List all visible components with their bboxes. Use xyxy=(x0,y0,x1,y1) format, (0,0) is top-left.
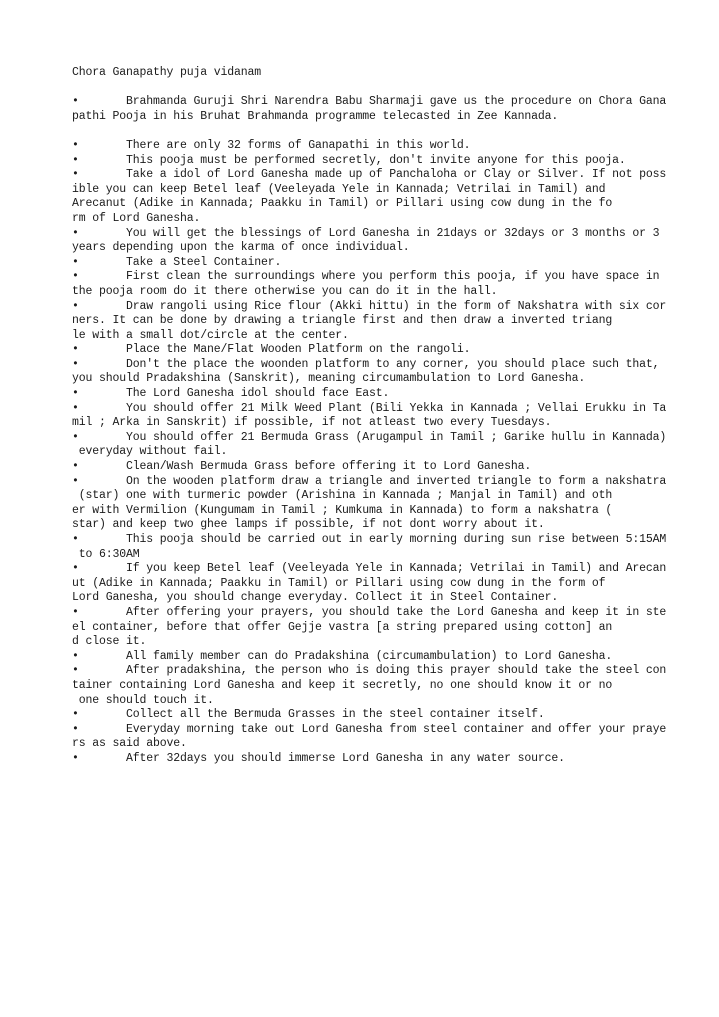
text-line: everyday without fail. xyxy=(72,445,228,459)
text-line: • All family member can do Pradakshina (circumambulation) to Lord Ganesha. xyxy=(72,649,613,663)
text-line: to 6:30AM xyxy=(72,547,140,561)
text-line: ible you can keep Betel leaf (Veeleyada Yele in Kannada; Vetrilai in Tamil) and xyxy=(72,182,606,196)
text-line: • If you keep Betel leaf (Veeleyada Yele in Kannada; Vetrilai in Tamil) and Arecan xyxy=(72,562,667,576)
text-line: ut (Adike in Kannada; Paakku in Tamil) or Pillari using cow dung in the form of xyxy=(72,576,606,590)
text-line: er with Vermilion (Kungumam in Tamil ; Kumkuma in Kannada) to form a nakshatra ( xyxy=(72,503,613,517)
text-line: • Draw rangoli using Rice flour (Akki hittu) in the form of Nakshatra with six cor xyxy=(72,299,667,313)
text-line: • After pradakshina, the person who is doing this prayer should take the steel con xyxy=(72,664,667,678)
text-line: le with a small dot/circle at the center. xyxy=(72,328,349,342)
text-line: ners. It can be done by drawing a triangle first and then draw a inverted triang xyxy=(72,314,613,328)
text-line: rs as said above. xyxy=(72,737,187,751)
text-line: star) and keep two ghee lamps if possible, if not dont worry about it. xyxy=(72,518,545,532)
text-line: • Everyday morning take out Lord Ganesha from steel container and offer your praye xyxy=(72,722,667,736)
text-line: el container, before that offer Gejje vastra [a string prepared using cotton] an xyxy=(72,620,613,634)
text-line: • After offering your prayers, you should take the Lord Ganesha and keep it in ste xyxy=(72,605,667,619)
text-line: mil ; Arka in Sanskrit) if possible, if not atleast two every Tuesdays. xyxy=(72,416,552,430)
text-line: • Place the Mane/Flat Wooden Platform on the rangoli. xyxy=(72,343,471,357)
text-line: • You should offer 21 Bermuda Grass (Arugampul in Tamil ; Garike hullu in Kannada) xyxy=(72,430,667,444)
text-line: • Brahmanda Guruji Shri Narendra Babu Sharmaji gave us the procedure on Chora Gana xyxy=(72,95,667,109)
text-line: • Clean/Wash Bermuda Grass before offering it to Lord Ganesha. xyxy=(72,460,532,474)
text-line: d close it. xyxy=(72,635,147,649)
text-line: • Take a idol of Lord Ganesha made up of Panchaloha or Clay or Silver. If not poss xyxy=(72,168,667,182)
document-body xyxy=(72,66,712,767)
text-line: years depending upon the karma of once individual. xyxy=(72,241,410,255)
text-line: • Don't the place the woonden platform to any corner, you should place such that, xyxy=(72,357,660,371)
text-line: • This pooja must be performed secretly, don't invite anyone for this pooja. xyxy=(72,153,626,167)
document-title: Chora Ganapathy puja vidanam xyxy=(72,66,262,79)
text-line: • On the wooden platform draw a triangle and inverted triangle to form a nakshatra xyxy=(72,474,667,488)
text-line: • After 32days you should immerse Lord Ganesha in any water source. xyxy=(72,751,565,765)
text-line: Lord Ganesha, you should change everyday. Collect it in Steel Container. xyxy=(72,591,559,605)
text-line: • The Lord Ganesha idol should face East. xyxy=(72,387,390,401)
text-line: Arecanut (Adike in Kannada; Paakku in Tamil) or Pillari using cow dung in the fo xyxy=(72,197,613,211)
text-line: the pooja room do it there otherwise you can do it in the hall. xyxy=(72,284,498,298)
text-line: pathi Pooja in his Bruhat Brahmanda programme telecasted in Zee Kannada. xyxy=(72,109,559,123)
text-line: rm of Lord Ganesha. xyxy=(72,211,201,225)
text-line: • Collect all the Bermuda Grasses in the steel container itself. xyxy=(72,708,545,722)
text-line: you should Pradakshina (Sanskrit), meaning circumambulation to Lord Ganesha. xyxy=(72,372,586,386)
text-line: (star) one with turmeric powder (Arishina in Kannada ; Manjal in Tamil) and oth xyxy=(72,489,613,503)
text-line: tainer containing Lord Ganesha and keep it secretly, no one should know it or no xyxy=(72,678,613,692)
text-line: • You will get the blessings of Lord Ganesha in 21days or 32days or 3 months or 3 xyxy=(72,226,660,240)
text-line: • First clean the surroundings where you perform this pooja, if you have space in xyxy=(72,270,660,284)
text-line: • This pooja should be carried out in early morning during sun rise between 5:15AM xyxy=(72,533,667,546)
text-line: • You should offer 21 Milk Weed Plant (Bili Yekka in Kannada ; Vellai Erukku in Ta xyxy=(72,401,667,415)
text-line: • Take a Steel Container. xyxy=(72,255,282,269)
text-line: • There are only 32 forms of Ganapathi in this world. xyxy=(72,138,471,152)
text-line xyxy=(72,81,712,96)
text-line: one should touch it. xyxy=(72,693,214,707)
text-line xyxy=(72,124,712,139)
